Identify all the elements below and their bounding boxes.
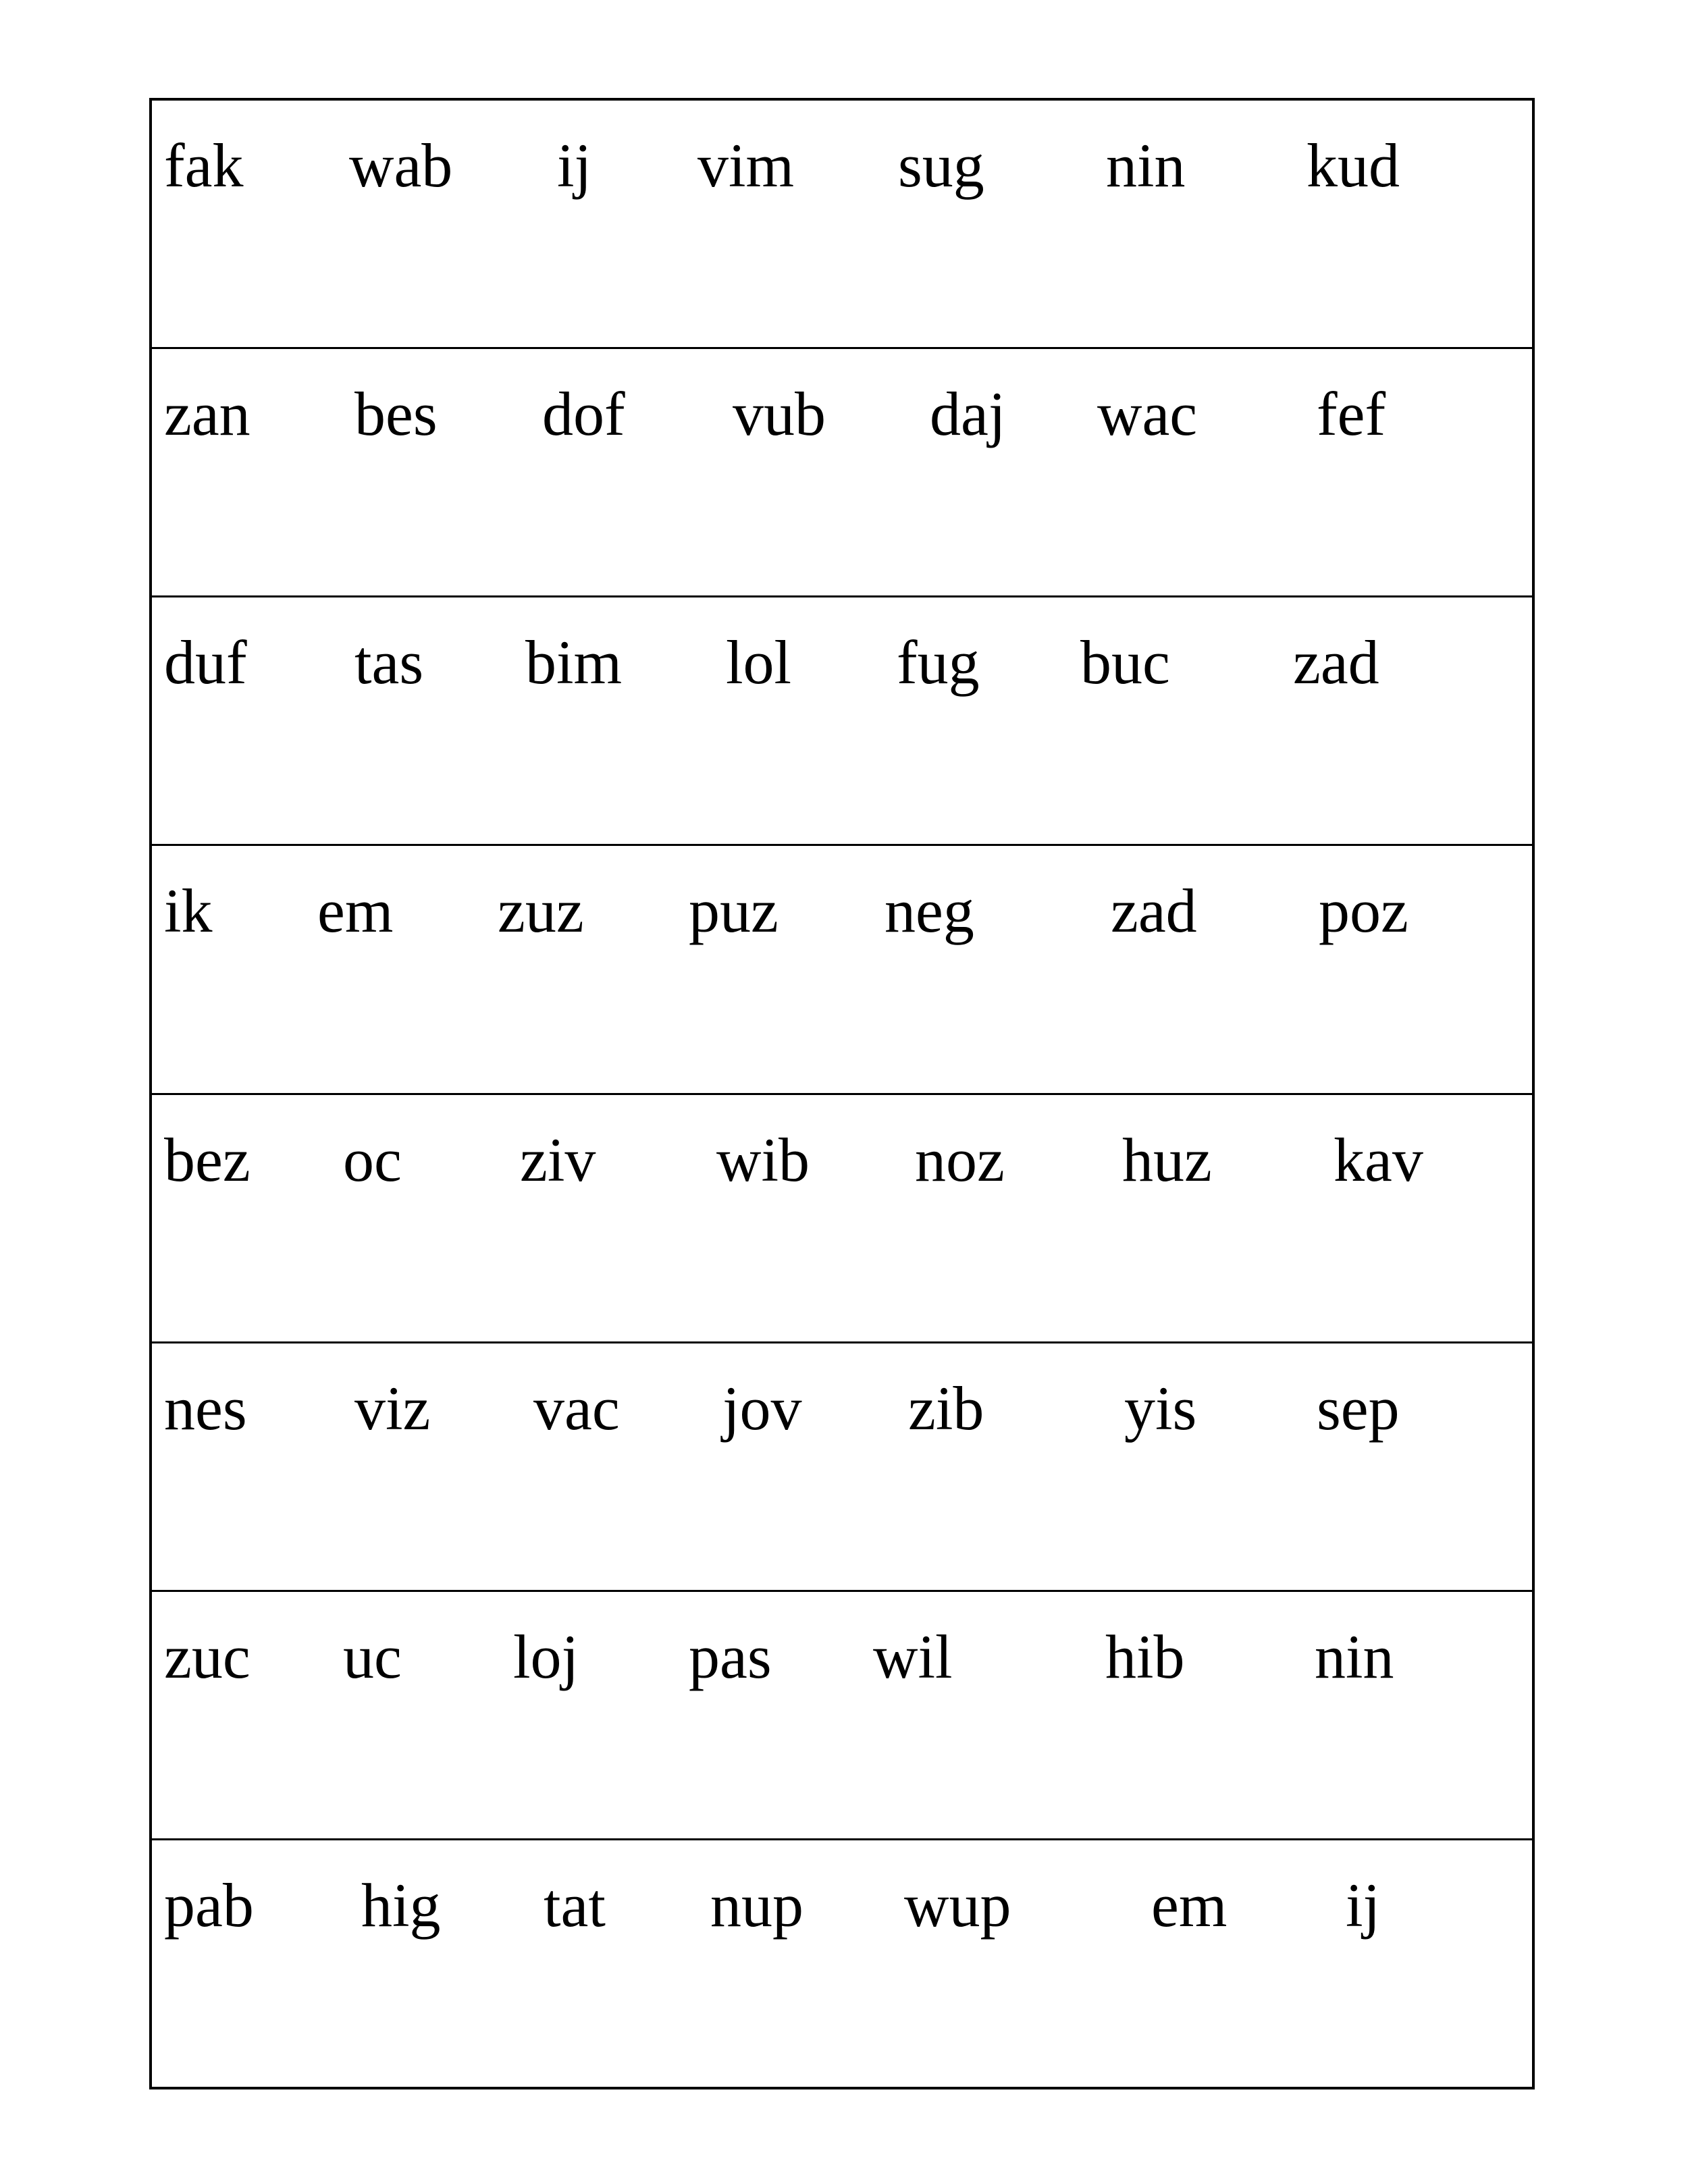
word-cell: daj — [930, 379, 1006, 449]
word-row-4 — [152, 846, 1532, 1094]
word-cell: duf — [164, 628, 247, 697]
word-cell: loj — [513, 1622, 579, 1691]
word-cell: bes — [354, 379, 438, 449]
word-cell: bez — [164, 1125, 250, 1194]
word-cell: yis — [1124, 1373, 1197, 1443]
word-cell: nin — [1315, 1622, 1394, 1691]
word-cell: wab — [349, 131, 453, 200]
word-cell: kav — [1334, 1125, 1423, 1194]
word-cell: pas — [689, 1622, 772, 1691]
word-cell: em — [317, 876, 394, 946]
word-row-7 — [152, 1592, 1532, 1840]
word-cell: viz — [354, 1373, 431, 1443]
word-cell: bim — [525, 628, 623, 697]
word-row-3 — [152, 597, 1532, 846]
word-cell: pab — [164, 1870, 254, 1940]
word-cell: sug — [898, 131, 984, 200]
word-row-2 — [152, 349, 1532, 597]
word-cell: nes — [164, 1373, 247, 1443]
word-cell: buc — [1080, 628, 1170, 697]
word-cell: lol — [726, 628, 792, 697]
word-cell: fak — [164, 131, 244, 200]
word-cell: zib — [908, 1373, 984, 1443]
word-row-6 — [152, 1343, 1532, 1592]
word-cell: tas — [354, 628, 424, 697]
word-cell: wac — [1097, 379, 1198, 449]
word-cell: fug — [897, 628, 980, 697]
word-cell: vim — [697, 131, 795, 200]
word-grid — [149, 98, 1535, 2089]
word-cell: ik — [164, 876, 213, 946]
word-cell: wil — [873, 1622, 953, 1691]
word-cell: zuz — [498, 876, 584, 946]
word-cell: oc — [343, 1125, 402, 1194]
word-cell: dof — [542, 379, 625, 449]
word-cell: zan — [164, 379, 250, 449]
word-cell: vac — [533, 1373, 620, 1443]
word-cell: poz — [1319, 876, 1408, 946]
word-cell: em — [1151, 1870, 1228, 1940]
word-cell: noz — [915, 1125, 1005, 1194]
word-cell: ziv — [520, 1125, 596, 1194]
word-cell: neg — [885, 876, 974, 946]
word-cell: kud — [1307, 131, 1400, 200]
word-cell: tat — [544, 1870, 606, 1940]
word-cell: puz — [689, 876, 779, 946]
word-row-8 — [152, 1840, 1532, 2087]
word-cell: wib — [716, 1125, 810, 1194]
word-cell: sep — [1317, 1373, 1400, 1443]
word-cell: uc — [343, 1622, 402, 1691]
word-cell: hib — [1105, 1622, 1185, 1691]
word-row-5 — [152, 1095, 1532, 1343]
word-cell: jov — [722, 1373, 802, 1443]
word-cell: zad — [1111, 876, 1197, 946]
word-cell: wup — [904, 1870, 1011, 1940]
word-cell: nin — [1106, 131, 1186, 200]
word-cell: huz — [1122, 1125, 1212, 1194]
word-row-1 — [152, 101, 1532, 349]
word-cell: vub — [733, 379, 826, 449]
word-cell: fef — [1317, 379, 1386, 449]
word-cell: zuc — [164, 1622, 250, 1691]
word-cell: ij — [557, 131, 592, 200]
word-cell: nup — [710, 1870, 803, 1940]
word-cell: hig — [361, 1870, 441, 1940]
word-cell: ij — [1346, 1870, 1381, 1940]
word-cell: zad — [1293, 628, 1379, 697]
